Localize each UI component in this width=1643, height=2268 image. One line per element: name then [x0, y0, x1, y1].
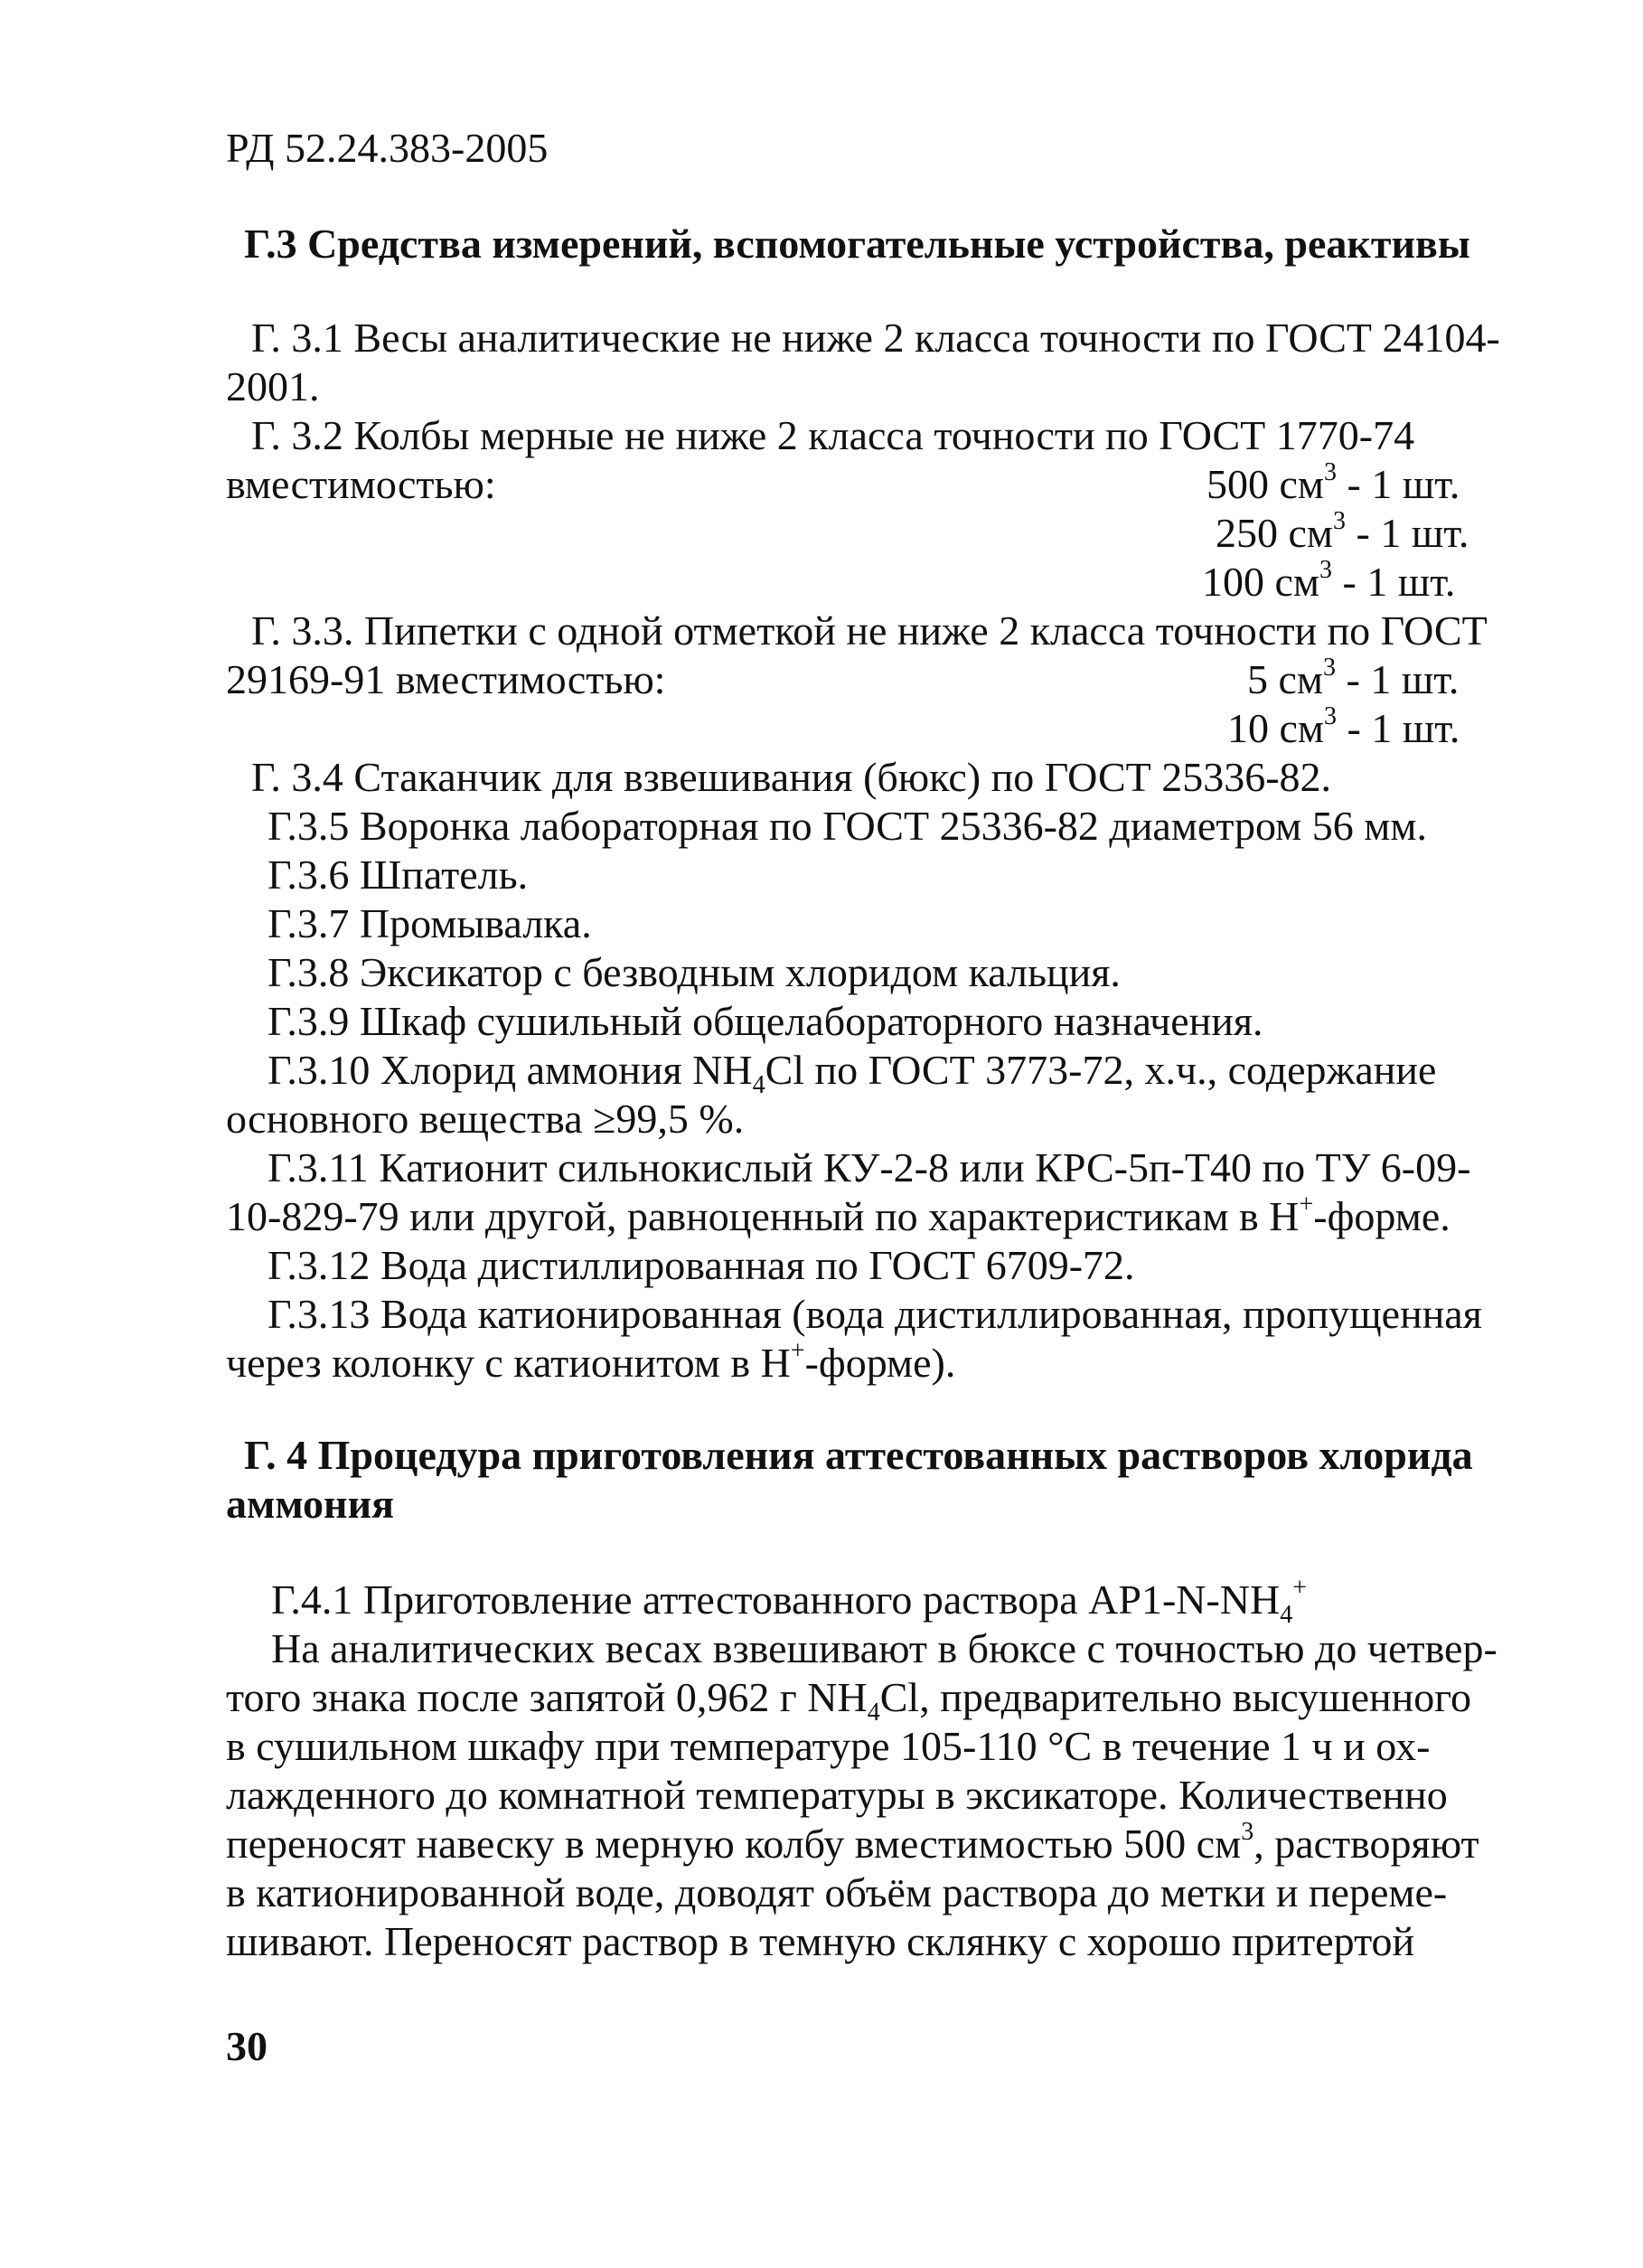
subsection-4-1-title: Г.4.1 Приготовление аттестованного раствора $АР1-N-NH_4^+$: [271, 1573, 1308, 1630]
item-3-1-line-1: Г. 3.1 Весы аналитические не ниже 2 класса точности по ГОСТ 24104-: [251, 315, 1500, 361]
item-3-5: Г.3.5 Воронка лабораторная по ГОСТ 25336-82 диаметром 56 мм.: [268, 803, 1427, 849]
flask-500-qty: 500 $см^3 - 1$ шт.: [1206, 457, 1460, 507]
item-3-10-line-2: основного вещества ≥99,5 %.: [226, 1096, 745, 1142]
document-code: РД 52.24.383-2005: [226, 125, 549, 171]
item-3-13-line-2: через колонку с катионитом в Н+-форме).: [226, 1336, 956, 1386]
item-3-11-line-2: 10-829-79 или другой, равноценный по характеристикам в Н+-форме.: [226, 1190, 1451, 1239]
item-3-6: Г.3.6 Шпатель.: [268, 852, 529, 898]
pipette-5-qty: 5 $см^3 - 1$ шт.: [1247, 653, 1460, 702]
paragraph-line-5: переносят навеску в мерную колбу вместимостью 500 $см^3$, растворяют: [226, 1817, 1479, 1867]
flask-100-qty: 100 $см^3 - 1$ шт.: [1202, 555, 1456, 605]
item-3-1-line-2: 2001.: [226, 363, 320, 409]
paragraph-line-1: На аналитических весах взвешивают в бюксе с точностью до четвер-: [271, 1625, 1497, 1671]
paragraph-line-2: того знака после запятой 0,962 г $NH_4Cl$, предварительно высушенного: [226, 1674, 1471, 1727]
item-3-10-line-1: Г.3.10 Хлорид аммония $NH_4Cl$ по ГОСТ 3773-72, х.ч., содержание: [268, 1047, 1437, 1100]
item-3-3-line-2: 29169-91 вместимостью:: [226, 656, 666, 702]
pipette-10-qty: 10 $см^3 - 1$ шт.: [1227, 701, 1460, 751]
item-3-13-line-1: Г.3.13 Вода катионированная (вода дистиллированная, пропущенная: [268, 1291, 1482, 1337]
item-3-11-line-1: Г.3.11 Катионит сильнокислый КУ-2-8 или КРС-5п-Т40 по ТУ 6-09-: [268, 1144, 1471, 1190]
flask-250-qty: 250 $см^3 - 1$ шт.: [1216, 506, 1469, 556]
paragraph-line-6: в катионированной воде, доводят объём раствора до метки и переме-: [226, 1869, 1448, 1915]
item-3-3-line-1: Г. 3.3. Пипетки с одной отметкой не ниже 2 класса точности по ГОСТ: [251, 607, 1488, 654]
section-g4-heading-line-2: аммония: [226, 1481, 394, 1527]
item-3-7: Г.3.7 Промывалка.: [268, 900, 592, 946]
paragraph-line-7: шивают. Переносят раствор в темную склянку с хорошо притертой: [226, 1918, 1415, 1964]
item-3-9: Г.3.9 Шкаф сушильный общелабораторного назначения.: [268, 998, 1263, 1044]
section-g4-heading-line-1: Г. 4 Процедура приготовления аттестованных растворов хлорида: [244, 1432, 1473, 1478]
item-3-8: Г.3.8 Эксикатор с безводным хлоридом кальция.: [268, 949, 1121, 995]
item-3-4: Г. 3.4 Стаканчик для взвешивания (бюкс) по ГОСТ 25336-82.: [251, 754, 1332, 800]
page-number: 30: [226, 2023, 268, 2069]
item-3-2-line-1: Г. 3.2 Колбы мерные не ниже 2 класса точности по ГОСТ 1770-74: [251, 412, 1415, 458]
section-g3-heading: Г.3 Средства измерений, вспомогательные устройства, реактивы: [244, 221, 1470, 267]
paragraph-line-3: в сушильном шкафу при температуре 105-110 °С в течение 1 ч и ох-: [226, 1723, 1431, 1769]
item-3-2-line-2: вместимостью:: [226, 461, 496, 507]
item-3-12: Г.3.12 Вода дистиллированная по ГОСТ 6709-72.: [268, 1242, 1135, 1288]
paragraph-line-4: лажденного до комнатной температуры в эксикаторе. Количественно: [226, 1772, 1448, 1818]
